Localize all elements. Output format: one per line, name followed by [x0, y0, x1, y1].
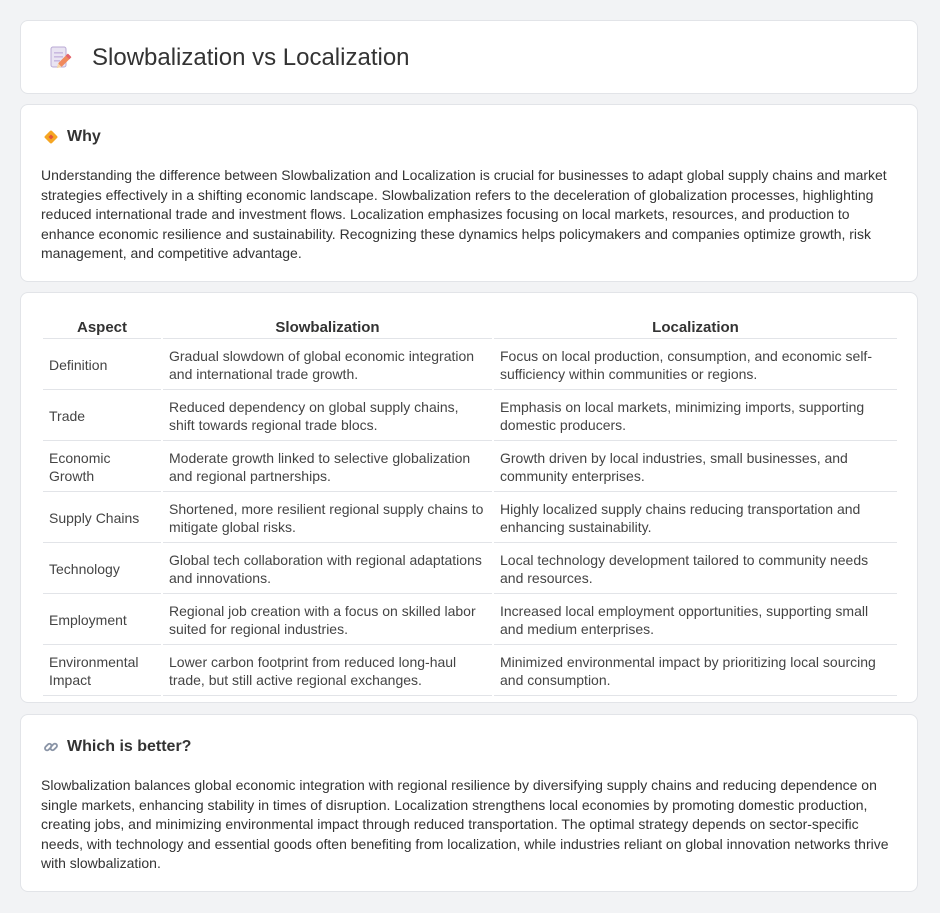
comparison-section: [20, 292, 918, 703]
table-row: [43, 392, 897, 441]
why-header: [43, 127, 101, 147]
row-slowbalization: Lower carbon footprint from reduced long-haul trade, but still active regional exchanges.: [163, 647, 492, 696]
row-aspect: Economic Growth: [43, 443, 161, 492]
row-slowbalization: Shortened, more resilient regional supply chains to mitigate global risks.: [163, 494, 492, 543]
table-row: [43, 443, 897, 492]
row-localization: Increased local employment opportunities, supporting small and medium enterprises.: [494, 596, 897, 645]
row-slowbalization: Reduced dependency on global supply chains, shift towards regional trade blocs.: [163, 392, 492, 441]
row-localization: Emphasis on local markets, minimizing imports, supporting domestic producers.: [494, 392, 897, 441]
title-card: [20, 20, 918, 94]
page-title: Slowbalization vs Localization: [92, 44, 410, 71]
header-localization: Localization: [494, 315, 897, 339]
row-aspect: Employment: [43, 596, 161, 645]
row-aspect: Definition: [43, 341, 161, 390]
row-aspect: Trade: [43, 392, 161, 441]
diamond-sign-icon: [43, 129, 59, 145]
row-slowbalization: Gradual slowdown of global economic integration and international trade growth.: [163, 341, 492, 390]
comparison-table: [41, 313, 899, 698]
row-localization: Local technology development tailored to community needs and resources.: [494, 545, 897, 594]
row-slowbalization: Global tech collaboration with regional adaptations and innovations.: [163, 545, 492, 594]
row-localization: Highly localized supply chains reducing transportation and enhancing sustainability.: [494, 494, 897, 543]
why-section: [20, 104, 918, 282]
better-header: [43, 737, 191, 757]
which-is-better-section: [20, 714, 918, 892]
header-aspect: Aspect: [43, 315, 161, 339]
row-slowbalization: Moderate growth linked to selective globalization and regional partnerships.: [163, 443, 492, 492]
table-row: [43, 545, 897, 594]
why-heading: Why: [67, 128, 101, 145]
row-slowbalization: Regional job creation with a focus on skilled labor suited for regional industries.: [163, 596, 492, 645]
why-text: Understanding the difference between Slowbalization and Localization is crucial for businesses to adapt global supply chains and market strategies effectively in a shifting economic landscape. Slowbalization refers to the deceleration of globalization processes, highlighting reduced international trade and investment flows. Localization emphasizes focusing on local markets, resources, and production to enhance economic resilience and sustainability. Recognizing these dynamics helps policymakers and companies optimize growth, risk management, and competitive advantage.: [41, 167, 887, 261]
table-row: [43, 596, 897, 645]
header-slowbalization: Slowbalization: [163, 315, 492, 339]
better-heading: Which is better?: [67, 738, 192, 755]
row-aspect: Environmental Impact: [43, 647, 161, 696]
better-text: Slowbalization balances global economic integration with regional resilience by diversifying supply chains and reducing dependence on single markets, enhancing stability in times of disruption. Localization strengthens local economies by promoting domestic production, creating jobs, and minimizing environmental impact through reduced transportation. The optimal strategy depends on sector-specific needs, with technology and essential goods often benefiting from localization, while industries reliant on global innovation networks thrive with slowbalization.: [41, 777, 889, 871]
document-pencil-icon: [47, 45, 73, 71]
row-aspect: Technology: [43, 545, 161, 594]
row-localization: Minimized environmental impact by prioritizing local sourcing and consumption.: [494, 647, 897, 696]
table-header-row: [43, 315, 897, 339]
row-localization: Growth driven by local industries, small businesses, and community enterprises.: [494, 443, 897, 492]
table-row: [43, 494, 897, 543]
row-localization: Focus on local production, consumption, and economic self-sufficiency within communities or regions.: [494, 341, 897, 390]
table-row: [43, 341, 897, 390]
link-icon: [43, 739, 59, 755]
table-row: [43, 647, 897, 696]
row-aspect: Supply Chains: [43, 494, 161, 543]
